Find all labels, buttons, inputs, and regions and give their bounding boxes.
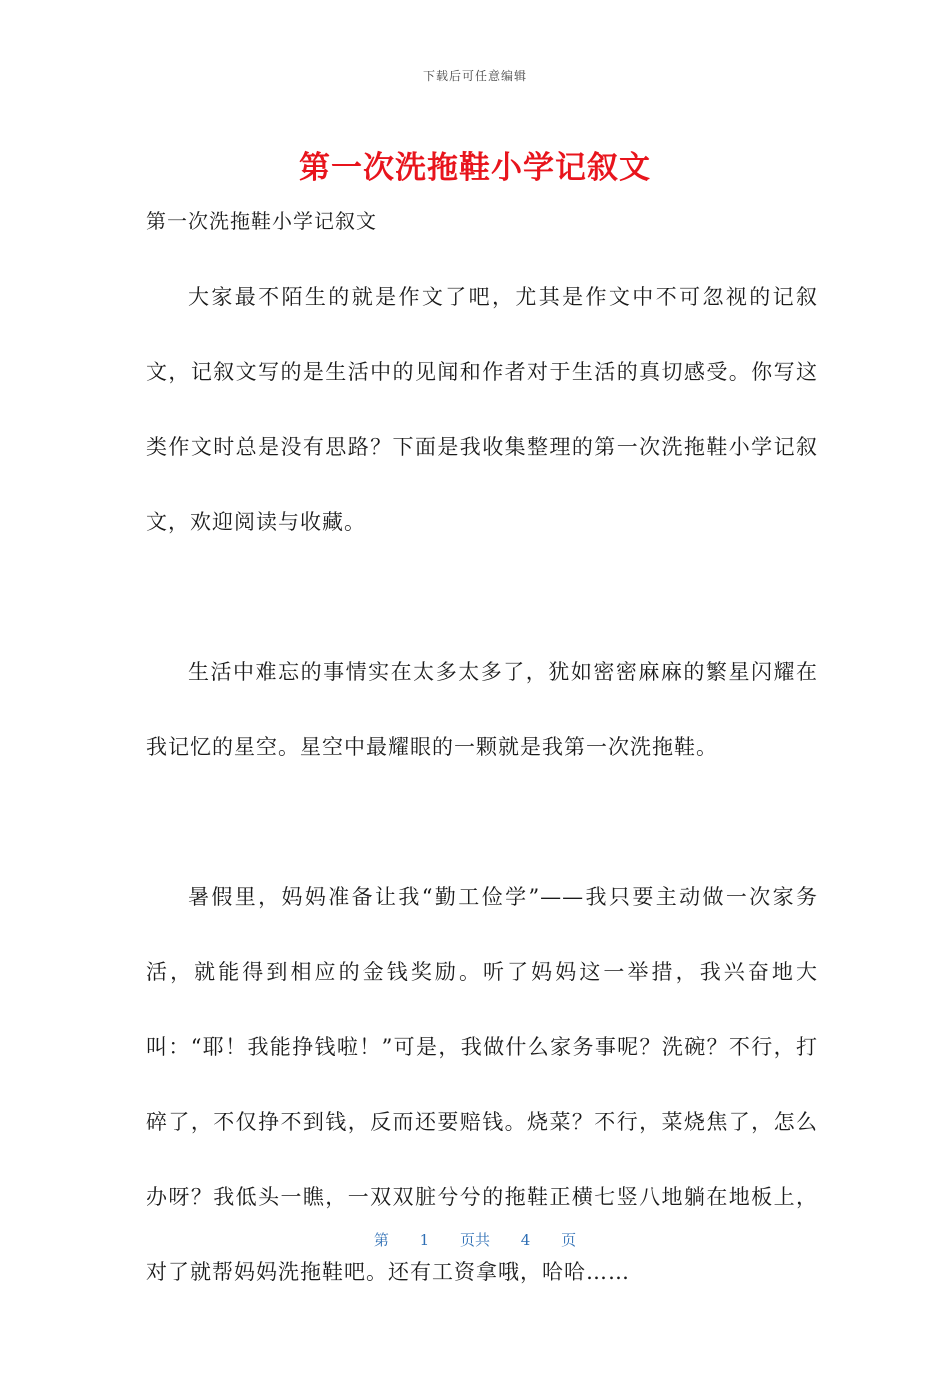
document-title: 第一次洗拖鞋小学记叙文 (299, 150, 651, 186)
paragraph-summer: 暑假里，妈妈准备让我“勤工俭学”——我只要主动做一次家务活，就能得到相应的金钱奖励。听了妈妈这一举措，我兴奋地大叫：“耶！我能挣钱啦！”可是，我做什么家务事呢？洗碗？不行，打碎了，不仅挣不到钱，反而还要赔钱。烧菜？不行，菜烧焦了，怎么办呀？我低头一瞧，一双双脏兮兮的拖鞋正横七竖八地躺在地板上，对了就帮妈妈洗拖鞋吧。还有工资拿哦，哈哈…… (146, 885, 818, 1284)
footer-page-prefix: 第 (373, 1231, 389, 1249)
page-footer (0, 1229, 950, 1250)
document-body (146, 260, 818, 1385)
footer-total-pages: 4 (520, 1231, 531, 1249)
footer-page-middle: 页共 (459, 1231, 490, 1249)
paragraph-intro: 大家最不陌生的就是作文了吧，尤其是作文中不可忽视的记叙文，记叙文写的是生活中的见闻和作者对于生活的真切感受。你写这类作文时总是没有思路？下面是我收集整理的第一次洗拖鞋小学记叙文，欢迎阅读与收藏。 (146, 285, 818, 534)
footer-current-page: 1 (419, 1231, 430, 1249)
paragraph-memory: 生活中难忘的事情实在太多太多了，犹如密密麻麻的繁星闪耀在我记忆的星空。星空中最耀眼的一颗就是我第一次洗拖鞋。 (146, 660, 818, 759)
header-note: 下载后可任意编辑 (422, 69, 527, 83)
footer-page-suffix: 页 (561, 1231, 577, 1249)
document-subtitle: 第一次洗拖鞋小学记叙文 (146, 209, 377, 233)
